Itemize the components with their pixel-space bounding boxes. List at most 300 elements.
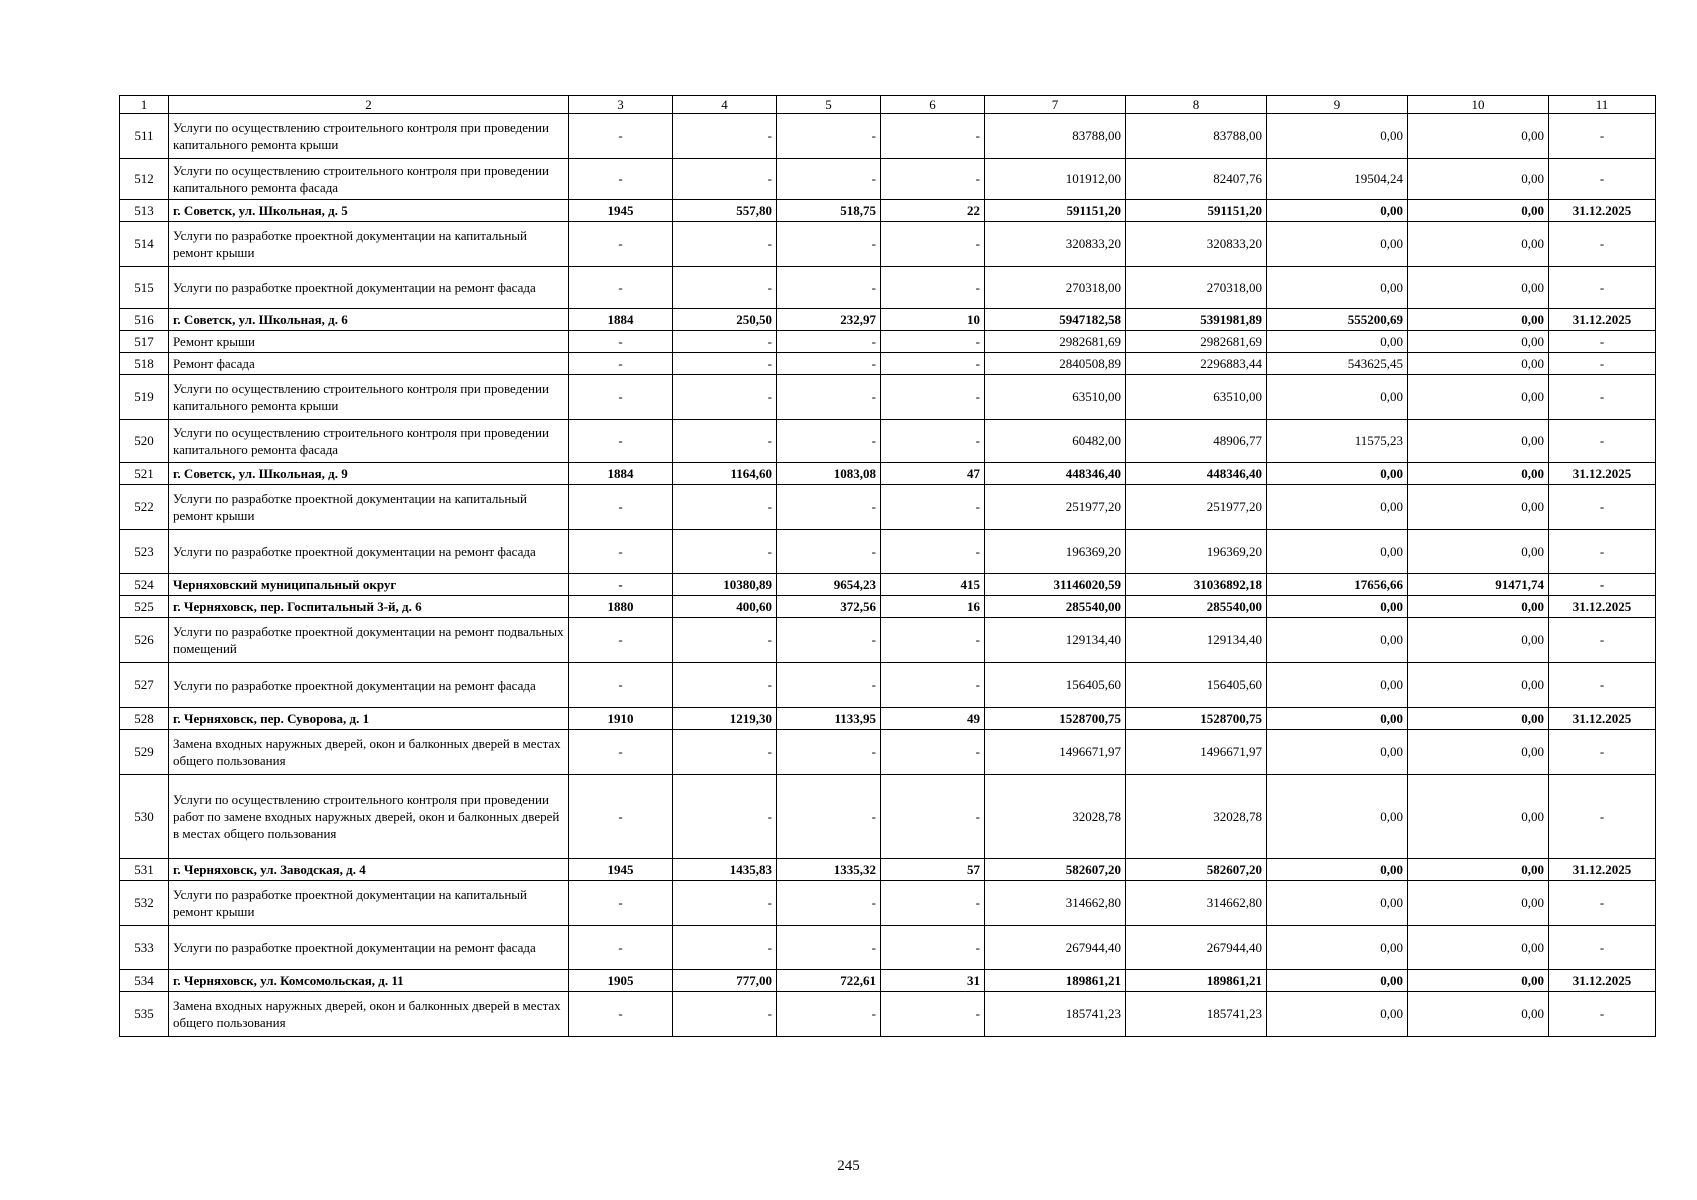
- cell-col9: 0,00: [1267, 970, 1408, 992]
- row-number: 516: [120, 309, 169, 331]
- cell-col5: -: [777, 331, 881, 353]
- cell-col3: -: [569, 222, 673, 267]
- cell-col11: -: [1549, 926, 1656, 970]
- cell-col5: -: [777, 353, 881, 375]
- cell-col11: -: [1549, 992, 1656, 1037]
- cell-col7: 189861,21: [985, 970, 1126, 992]
- cell-col9: 0,00: [1267, 375, 1408, 420]
- cell-col7: 582607,20: [985, 859, 1126, 881]
- row-number: 514: [120, 222, 169, 267]
- cell-col11: -: [1549, 375, 1656, 420]
- table-row: [120, 530, 1656, 574]
- item-name: г. Советск, ул. Школьная, д. 9: [169, 463, 569, 485]
- cell-col4: -: [673, 663, 777, 708]
- cell-col9: 17656,66: [1267, 574, 1408, 596]
- cell-col10: 0,00: [1408, 859, 1549, 881]
- cell-col5: -: [777, 992, 881, 1037]
- address-row: [120, 463, 1656, 485]
- cell-col3: -: [569, 992, 673, 1037]
- cell-col4: 557,80: [673, 200, 777, 222]
- cell-col6: -: [881, 267, 985, 309]
- table-row: [120, 485, 1656, 530]
- cell-col9: 0,00: [1267, 708, 1408, 730]
- cell-col10: 0,00: [1408, 375, 1549, 420]
- cell-col4: 1164,60: [673, 463, 777, 485]
- cell-col7: 5947182,58: [985, 309, 1126, 331]
- column-header: 9: [1267, 96, 1408, 114]
- cell-col3: 1910: [569, 708, 673, 730]
- table-row: [120, 926, 1656, 970]
- cell-col4: -: [673, 775, 777, 859]
- cell-col6: 49: [881, 708, 985, 730]
- item-name: Услуги по разработке проектной документации на ремонт фасада: [169, 530, 569, 574]
- cell-col8: 189861,21: [1126, 970, 1267, 992]
- column-header: 8: [1126, 96, 1267, 114]
- column-header: 4: [673, 96, 777, 114]
- row-number: 511: [120, 114, 169, 159]
- cell-col6: 47: [881, 463, 985, 485]
- column-number-row: [120, 96, 1656, 114]
- cell-col5: -: [777, 159, 881, 200]
- item-name: Услуги по разработке проектной документации на ремонт фасада: [169, 663, 569, 708]
- cell-col4: 10380,89: [673, 574, 777, 596]
- cell-col3: -: [569, 530, 673, 574]
- cell-col7: 270318,00: [985, 267, 1126, 309]
- cell-col7: 448346,40: [985, 463, 1126, 485]
- item-name: Услуги по разработке проектной документации на капитальный ремонт крыши: [169, 881, 569, 926]
- cell-col10: 0,00: [1408, 708, 1549, 730]
- item-name: Замена входных наружных дверей, окон и балконных дверей в местах общего пользования: [169, 992, 569, 1037]
- address-row: [120, 708, 1656, 730]
- cell-col9: 0,00: [1267, 222, 1408, 267]
- page-number: 245: [837, 1158, 860, 1174]
- cell-col10: 0,00: [1408, 114, 1549, 159]
- cell-col8: 82407,76: [1126, 159, 1267, 200]
- row-number: 521: [120, 463, 169, 485]
- cell-col11: -: [1549, 420, 1656, 463]
- cell-col5: 9654,23: [777, 574, 881, 596]
- cell-col5: -: [777, 114, 881, 159]
- row-number: 525: [120, 596, 169, 618]
- column-header: 1: [120, 96, 169, 114]
- cell-col8: 251977,20: [1126, 485, 1267, 530]
- cell-col6: 10: [881, 309, 985, 331]
- cell-col10: 91471,74: [1408, 574, 1549, 596]
- cell-col3: -: [569, 353, 673, 375]
- cell-col7: 60482,00: [985, 420, 1126, 463]
- cell-col7: 63510,00: [985, 375, 1126, 420]
- cell-col5: -: [777, 267, 881, 309]
- cell-col3: -: [569, 775, 673, 859]
- cell-col7: 320833,20: [985, 222, 1126, 267]
- cell-col6: -: [881, 775, 985, 859]
- cell-col4: 777,00: [673, 970, 777, 992]
- cell-col9: 0,00: [1267, 485, 1408, 530]
- item-name: Услуги по разработке проектной документации на ремонт подвальных помещений: [169, 618, 569, 663]
- cell-col10: 0,00: [1408, 485, 1549, 530]
- column-header: 6: [881, 96, 985, 114]
- cell-col7: 83788,00: [985, 114, 1126, 159]
- cell-col6: -: [881, 485, 985, 530]
- register-table: [119, 95, 1656, 1037]
- cell-col8: 582607,20: [1126, 859, 1267, 881]
- row-number: 513: [120, 200, 169, 222]
- address-row: [120, 200, 1656, 222]
- row-number: 519: [120, 375, 169, 420]
- cell-col11: 31.12.2025: [1549, 970, 1656, 992]
- cell-col8: 448346,40: [1126, 463, 1267, 485]
- cell-col9: 19504,24: [1267, 159, 1408, 200]
- column-header: 11: [1549, 96, 1656, 114]
- cell-col3: 1905: [569, 970, 673, 992]
- row-number: 530: [120, 775, 169, 859]
- cell-col8: 2982681,69: [1126, 331, 1267, 353]
- cell-col3: -: [569, 159, 673, 200]
- address-row: [120, 574, 1656, 596]
- cell-col5: 232,97: [777, 309, 881, 331]
- cell-col4: -: [673, 618, 777, 663]
- item-name: Услуги по разработке проектной документации на капитальный ремонт крыши: [169, 485, 569, 530]
- cell-col8: 267944,40: [1126, 926, 1267, 970]
- table-row: [120, 730, 1656, 775]
- cell-col9: 0,00: [1267, 663, 1408, 708]
- cell-col10: 0,00: [1408, 530, 1549, 574]
- cell-col11: -: [1549, 485, 1656, 530]
- cell-col11: 31.12.2025: [1549, 200, 1656, 222]
- cell-col11: -: [1549, 775, 1656, 859]
- cell-col9: 0,00: [1267, 775, 1408, 859]
- cell-col4: -: [673, 730, 777, 775]
- row-number: 529: [120, 730, 169, 775]
- cell-col9: 11575,23: [1267, 420, 1408, 463]
- cell-col6: -: [881, 730, 985, 775]
- row-number: 515: [120, 267, 169, 309]
- cell-col8: 185741,23: [1126, 992, 1267, 1037]
- cell-col10: 0,00: [1408, 222, 1549, 267]
- cell-col5: -: [777, 730, 881, 775]
- cell-col9: 0,00: [1267, 200, 1408, 222]
- item-name: Услуги по разработке проектной документации на капитальный ремонт крыши: [169, 222, 569, 267]
- table-row: [120, 375, 1656, 420]
- cell-col6: -: [881, 222, 985, 267]
- table-row: [120, 618, 1656, 663]
- cell-col6: -: [881, 375, 985, 420]
- cell-col3: 1945: [569, 200, 673, 222]
- cell-col9: 543625,45: [1267, 353, 1408, 375]
- table-row: [120, 881, 1656, 926]
- item-name: Услуги по осуществлению строительного контроля при проведении работ по замене входных наружных дверей, окон и балконных дверей в местах общего пользования: [169, 775, 569, 859]
- cell-col10: 0,00: [1408, 331, 1549, 353]
- cell-col10: 0,00: [1408, 881, 1549, 926]
- cell-col8: 129134,40: [1126, 618, 1267, 663]
- cell-col7: 185741,23: [985, 992, 1126, 1037]
- cell-col9: 0,00: [1267, 267, 1408, 309]
- cell-col6: -: [881, 353, 985, 375]
- cell-col5: -: [777, 420, 881, 463]
- row-number: 526: [120, 618, 169, 663]
- cell-col5: 518,75: [777, 200, 881, 222]
- cell-col8: 156405,60: [1126, 663, 1267, 708]
- cell-col7: 2982681,69: [985, 331, 1126, 353]
- cell-col3: -: [569, 114, 673, 159]
- cell-col7: 129134,40: [985, 618, 1126, 663]
- cell-col8: 314662,80: [1126, 881, 1267, 926]
- cell-col11: 31.12.2025: [1549, 309, 1656, 331]
- cell-col10: 0,00: [1408, 420, 1549, 463]
- cell-col5: -: [777, 881, 881, 926]
- cell-col3: 1884: [569, 309, 673, 331]
- cell-col11: -: [1549, 730, 1656, 775]
- cell-col5: 1083,08: [777, 463, 881, 485]
- cell-col4: -: [673, 530, 777, 574]
- cell-col7: 196369,20: [985, 530, 1126, 574]
- cell-col4: 1219,30: [673, 708, 777, 730]
- cell-col4: -: [673, 926, 777, 970]
- cell-col11: -: [1549, 114, 1656, 159]
- cell-col3: -: [569, 663, 673, 708]
- cell-col11: -: [1549, 267, 1656, 309]
- item-name: г. Советск, ул. Школьная, д. 6: [169, 309, 569, 331]
- cell-col5: -: [777, 618, 881, 663]
- cell-col3: 1884: [569, 463, 673, 485]
- cell-col7: 1496671,97: [985, 730, 1126, 775]
- row-number: 518: [120, 353, 169, 375]
- cell-col10: 0,00: [1408, 309, 1549, 331]
- cell-col7: 156405,60: [985, 663, 1126, 708]
- table-row: [120, 663, 1656, 708]
- row-number: 528: [120, 708, 169, 730]
- cell-col3: -: [569, 331, 673, 353]
- cell-col10: 0,00: [1408, 159, 1549, 200]
- cell-col8: 63510,00: [1126, 375, 1267, 420]
- item-name: Черняховский муниципальный округ: [169, 574, 569, 596]
- row-number: 520: [120, 420, 169, 463]
- item-name: Ремонт фасада: [169, 353, 569, 375]
- cell-col6: 22: [881, 200, 985, 222]
- cell-col11: -: [1549, 222, 1656, 267]
- cell-col5: -: [777, 485, 881, 530]
- cell-col5: -: [777, 926, 881, 970]
- cell-col3: -: [569, 881, 673, 926]
- cell-col8: 270318,00: [1126, 267, 1267, 309]
- column-header: 10: [1408, 96, 1549, 114]
- row-number: 535: [120, 992, 169, 1037]
- cell-col4: -: [673, 353, 777, 375]
- cell-col8: 1496671,97: [1126, 730, 1267, 775]
- cell-col8: 285540,00: [1126, 596, 1267, 618]
- table-row: [120, 992, 1656, 1037]
- column-header: 2: [169, 96, 569, 114]
- row-number: 522: [120, 485, 169, 530]
- cell-col7: 2840508,89: [985, 353, 1126, 375]
- cell-col8: 2296883,44: [1126, 353, 1267, 375]
- row-number: 531: [120, 859, 169, 881]
- cell-col3: -: [569, 574, 673, 596]
- item-name: Услуги по осуществлению строительного контроля при проведении капитального ремонта фасада: [169, 420, 569, 463]
- cell-col9: 0,00: [1267, 114, 1408, 159]
- cell-col8: 196369,20: [1126, 530, 1267, 574]
- cell-col9: 0,00: [1267, 618, 1408, 663]
- cell-col7: 31146020,59: [985, 574, 1126, 596]
- cell-col9: 0,00: [1267, 331, 1408, 353]
- cell-col5: -: [777, 663, 881, 708]
- item-name: Услуги по осуществлению строительного контроля при проведении капитального ремонта крыши: [169, 114, 569, 159]
- row-number: 534: [120, 970, 169, 992]
- cell-col11: 31.12.2025: [1549, 463, 1656, 485]
- item-name: г. Черняховск, пер. Госпитальный 3-й, д. 6: [169, 596, 569, 618]
- cell-col6: -: [881, 114, 985, 159]
- row-number: 512: [120, 159, 169, 200]
- cell-col10: 0,00: [1408, 663, 1549, 708]
- cell-col7: 591151,20: [985, 200, 1126, 222]
- cell-col8: 320833,20: [1126, 222, 1267, 267]
- cell-col6: -: [881, 663, 985, 708]
- cell-col5: 1133,95: [777, 708, 881, 730]
- cell-col4: -: [673, 485, 777, 530]
- cell-col5: 1335,32: [777, 859, 881, 881]
- row-number: 524: [120, 574, 169, 596]
- cell-col11: -: [1549, 618, 1656, 663]
- cell-col10: 0,00: [1408, 730, 1549, 775]
- table-row: [120, 420, 1656, 463]
- item-name: г. Черняховск, ул. Заводская, д. 4: [169, 859, 569, 881]
- cell-col11: 31.12.2025: [1549, 596, 1656, 618]
- cell-col10: 0,00: [1408, 596, 1549, 618]
- cell-col11: -: [1549, 881, 1656, 926]
- cell-col6: 415: [881, 574, 985, 596]
- cell-col4: 400,60: [673, 596, 777, 618]
- cell-col10: 0,00: [1408, 618, 1549, 663]
- cell-col6: -: [881, 420, 985, 463]
- cell-col3: -: [569, 485, 673, 530]
- cell-col6: 57: [881, 859, 985, 881]
- cell-col3: -: [569, 420, 673, 463]
- cell-col9: 0,00: [1267, 926, 1408, 970]
- cell-col3: -: [569, 267, 673, 309]
- cell-col3: 1945: [569, 859, 673, 881]
- table-row: [120, 222, 1656, 267]
- cell-col5: 722,61: [777, 970, 881, 992]
- cell-col4: -: [673, 267, 777, 309]
- column-header: 7: [985, 96, 1126, 114]
- cell-col11: 31.12.2025: [1549, 859, 1656, 881]
- item-name: г. Черняховск, пер. Суворова, д. 1: [169, 708, 569, 730]
- cell-col7: 267944,40: [985, 926, 1126, 970]
- cell-col11: 31.12.2025: [1549, 708, 1656, 730]
- table-row: [120, 331, 1656, 353]
- cell-col7: 285540,00: [985, 596, 1126, 618]
- cell-col9: 0,00: [1267, 881, 1408, 926]
- cell-col7: 101912,00: [985, 159, 1126, 200]
- cell-col5: 372,56: [777, 596, 881, 618]
- cell-col6: -: [881, 881, 985, 926]
- row-number: 533: [120, 926, 169, 970]
- cell-col6: -: [881, 926, 985, 970]
- row-number: 527: [120, 663, 169, 708]
- cell-col9: 0,00: [1267, 596, 1408, 618]
- cell-col4: -: [673, 222, 777, 267]
- cell-col3: 1880: [569, 596, 673, 618]
- cell-col5: -: [777, 775, 881, 859]
- cell-col10: 0,00: [1408, 463, 1549, 485]
- address-row: [120, 859, 1656, 881]
- cell-col4: -: [673, 992, 777, 1037]
- cell-col8: 48906,77: [1126, 420, 1267, 463]
- cell-col9: 0,00: [1267, 530, 1408, 574]
- cell-col4: -: [673, 881, 777, 926]
- cell-col6: -: [881, 992, 985, 1037]
- cell-col4: -: [673, 375, 777, 420]
- table-row: [120, 114, 1656, 159]
- cell-col6: -: [881, 530, 985, 574]
- item-name: г. Советск, ул. Школьная, д. 5: [169, 200, 569, 222]
- item-name: Услуги по разработке проектной документации на ремонт фасада: [169, 267, 569, 309]
- cell-col4: 1435,83: [673, 859, 777, 881]
- cell-col10: 0,00: [1408, 992, 1549, 1037]
- table-row: [120, 353, 1656, 375]
- cell-col10: 0,00: [1408, 926, 1549, 970]
- cell-col11: -: [1549, 663, 1656, 708]
- cell-col10: 0,00: [1408, 970, 1549, 992]
- item-name: Услуги по разработке проектной документации на ремонт фасада: [169, 926, 569, 970]
- cell-col6: -: [881, 618, 985, 663]
- cell-col7: 1528700,75: [985, 708, 1126, 730]
- cell-col5: -: [777, 530, 881, 574]
- item-name: Замена входных наружных дверей, окон и балконных дверей в местах общего пользования: [169, 730, 569, 775]
- cell-col5: -: [777, 375, 881, 420]
- cell-col9: 0,00: [1267, 992, 1408, 1037]
- cell-col7: 32028,78: [985, 775, 1126, 859]
- cell-col9: 0,00: [1267, 859, 1408, 881]
- cell-col8: 31036892,18: [1126, 574, 1267, 596]
- cell-col3: -: [569, 375, 673, 420]
- cell-col4: -: [673, 420, 777, 463]
- cell-col10: 0,00: [1408, 775, 1549, 859]
- cell-col10: 0,00: [1408, 353, 1549, 375]
- item-name: Услуги по осуществлению строительного контроля при проведении капитального ремонта крыши: [169, 375, 569, 420]
- cell-col8: 5391981,89: [1126, 309, 1267, 331]
- cell-col9: 0,00: [1267, 730, 1408, 775]
- cell-col3: -: [569, 926, 673, 970]
- column-header: 3: [569, 96, 673, 114]
- table-row: [120, 159, 1656, 200]
- cell-col6: -: [881, 331, 985, 353]
- column-header: 5: [777, 96, 881, 114]
- cell-col3: -: [569, 618, 673, 663]
- item-name: Ремонт крыши: [169, 331, 569, 353]
- cell-col8: 83788,00: [1126, 114, 1267, 159]
- cell-col5: -: [777, 222, 881, 267]
- row-number: 523: [120, 530, 169, 574]
- item-name: г. Черняховск, ул. Комсомольская, д. 11: [169, 970, 569, 992]
- cell-col11: -: [1549, 574, 1656, 596]
- table-row: [120, 775, 1656, 859]
- cell-col8: 32028,78: [1126, 775, 1267, 859]
- cell-col9: 555200,69: [1267, 309, 1408, 331]
- cell-col3: -: [569, 730, 673, 775]
- cell-col6: 31: [881, 970, 985, 992]
- cell-col4: -: [673, 331, 777, 353]
- cell-col6: 16: [881, 596, 985, 618]
- address-row: [120, 596, 1656, 618]
- cell-col11: -: [1549, 353, 1656, 375]
- cell-col11: -: [1549, 331, 1656, 353]
- cell-col4: -: [673, 114, 777, 159]
- cell-col6: -: [881, 159, 985, 200]
- item-name: Услуги по осуществлению строительного контроля при проведении капитального ремонта фасада: [169, 159, 569, 200]
- cell-col8: 1528700,75: [1126, 708, 1267, 730]
- cell-col10: 0,00: [1408, 267, 1549, 309]
